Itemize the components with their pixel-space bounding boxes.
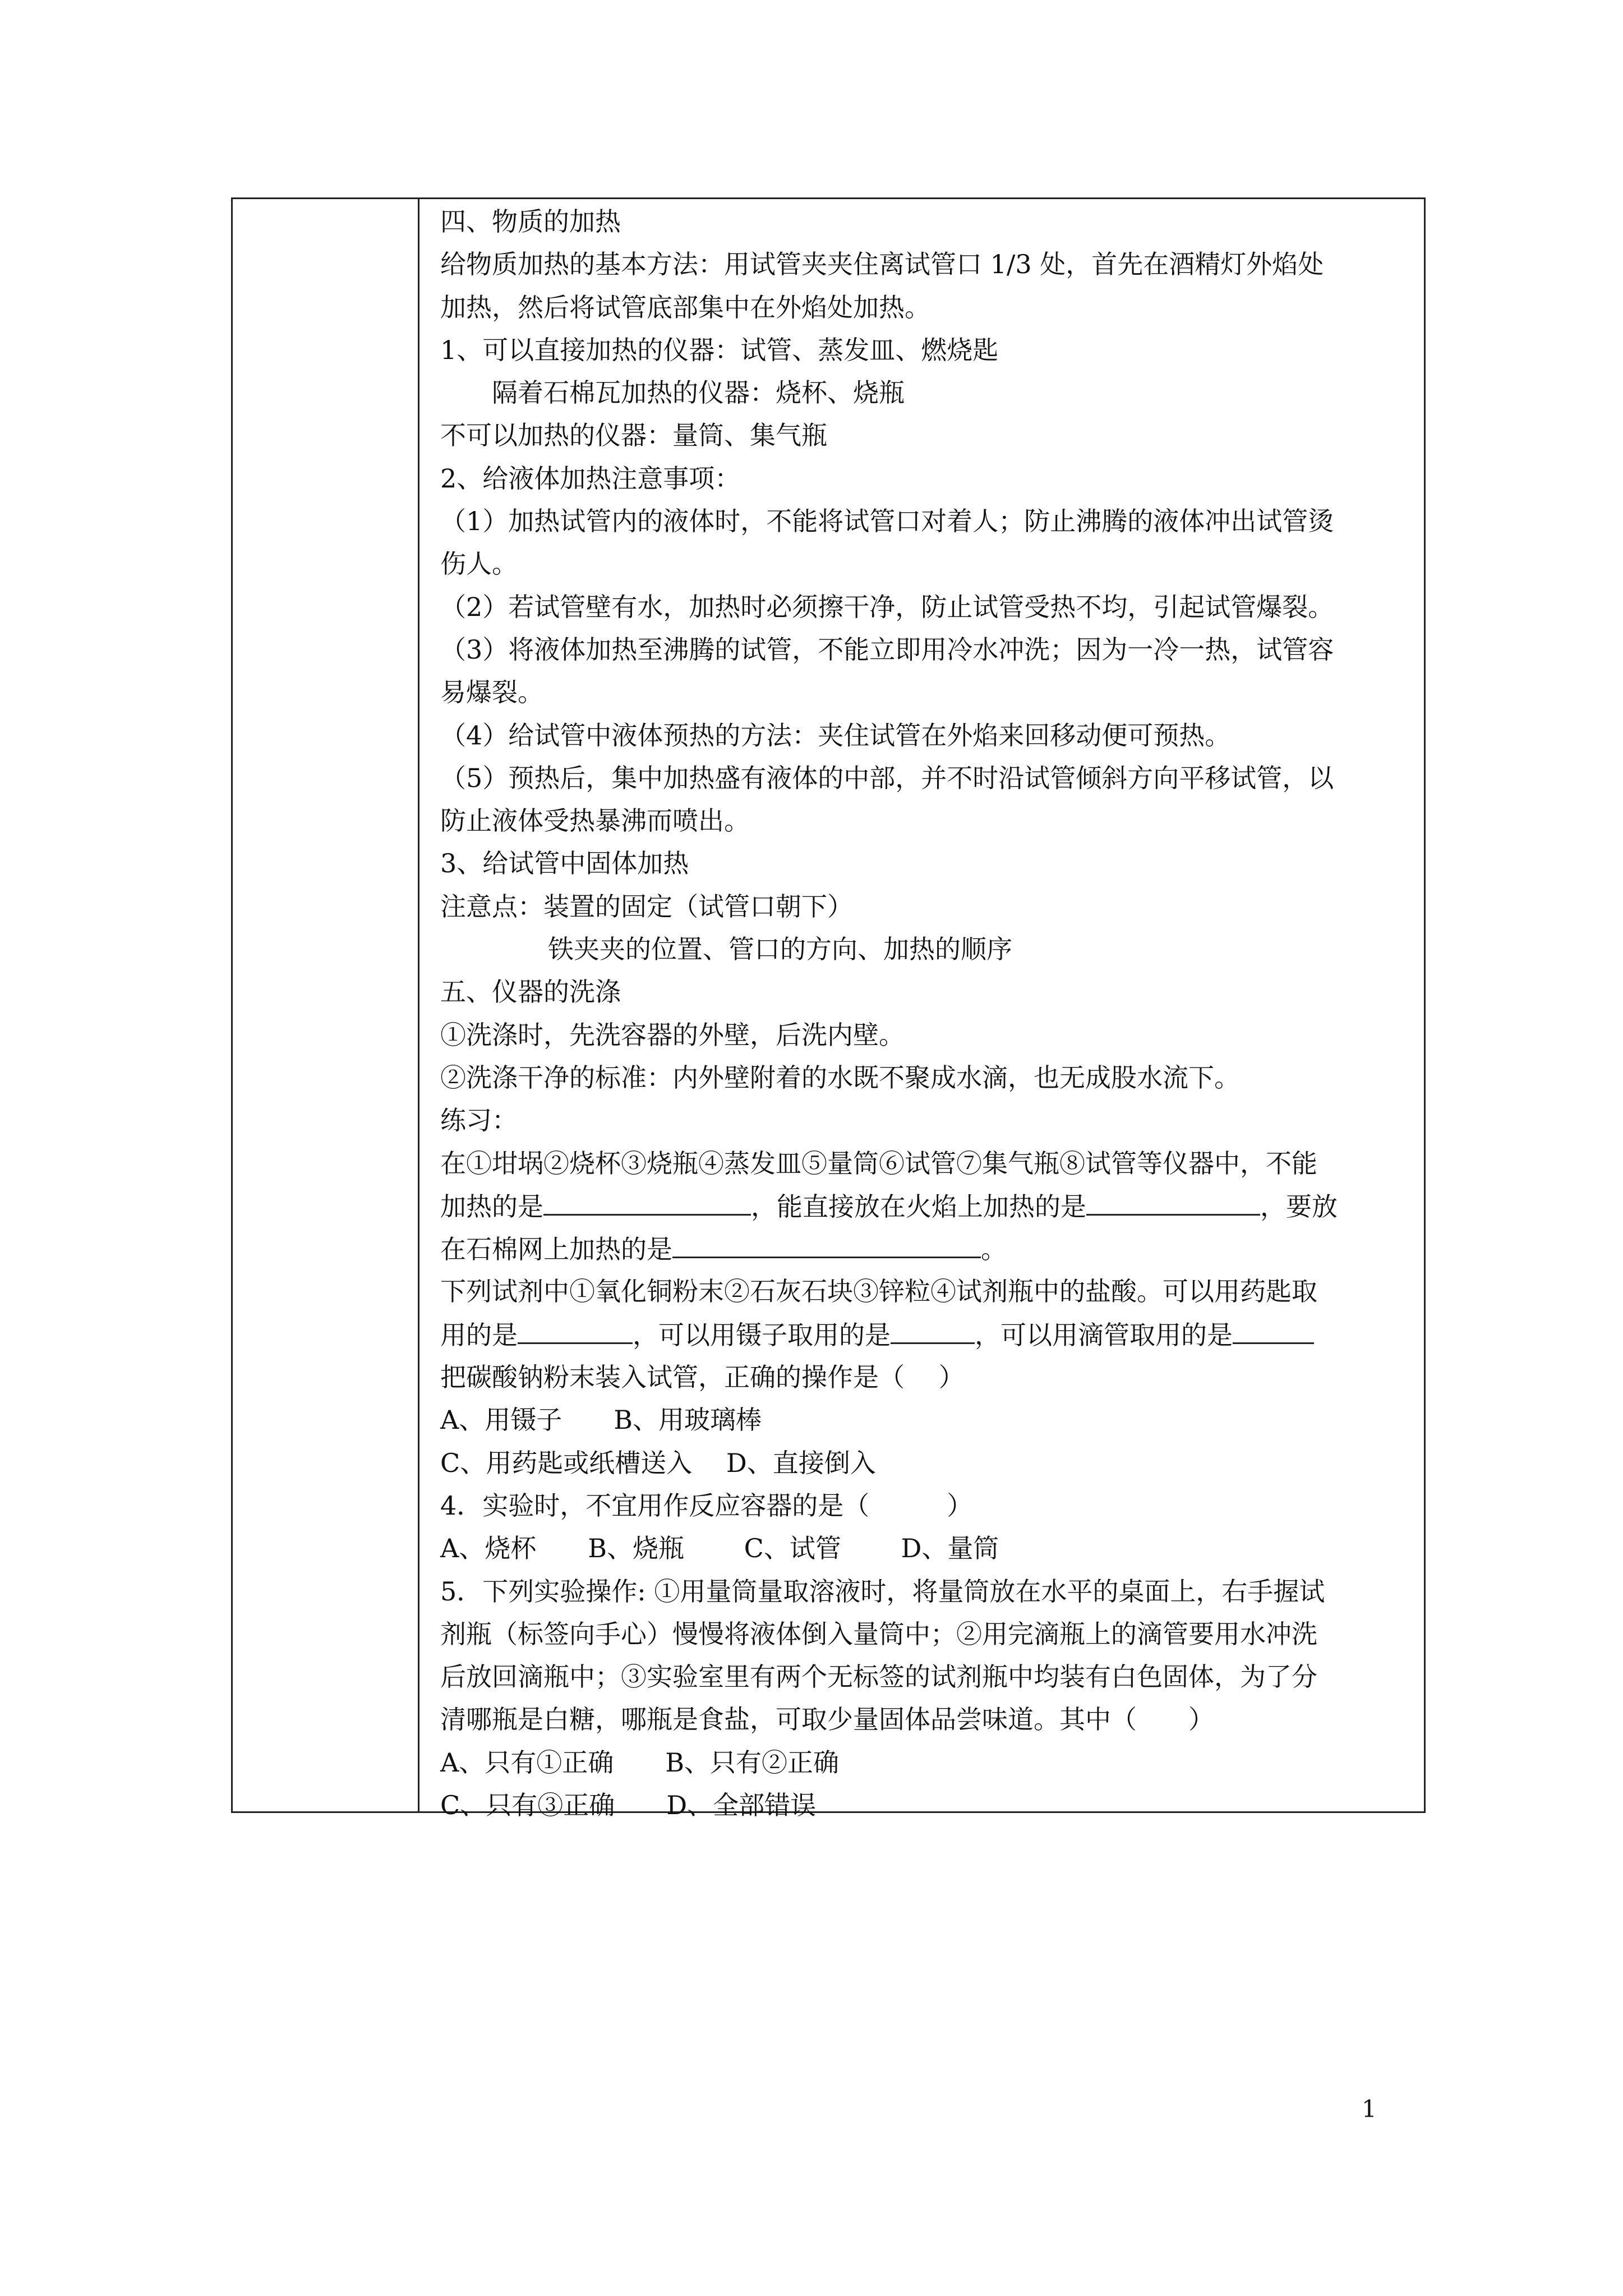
text-line: （5）预热后，集中加热盛有液体的中部，并不时沿试管倾斜方向平移试管，以 bbox=[440, 762, 1334, 793]
page-number: 1 bbox=[1362, 2095, 1377, 2123]
fill-blank[interactable] bbox=[1086, 1185, 1260, 1216]
text-line: 5．下列实验操作: ①用量筒量取溶液时，将量筒放在水平的桌面上，右手握试 bbox=[440, 1576, 1325, 1607]
column-divider bbox=[418, 199, 419, 1811]
option-line: C、用药匙或纸槽送入 D、直接倒入 bbox=[440, 1447, 876, 1478]
text-line: 隔着石棉瓦加热的仪器：烧杯、烧瓶 bbox=[492, 378, 905, 408]
question-1-line bbox=[440, 1185, 1416, 1227]
text-line: 2、给液体加热注意事项： bbox=[440, 463, 741, 494]
option-line: C、只有③正确 D、全部错误 bbox=[440, 1789, 817, 1820]
question-1-line: 在①坩埚②烧杯③烧瓶④蒸发皿⑤量筒⑥试管⑦集气瓶⑧试管等仪器中，不能 bbox=[440, 1148, 1317, 1179]
option-line: A、烧杯 B、烧瓶 C、试管 D、量筒 bbox=[440, 1533, 999, 1564]
text-line: 易爆裂。 bbox=[440, 677, 543, 708]
option-line: A、用镊子 B、用玻璃棒 bbox=[440, 1405, 762, 1435]
text-line: ①洗涤时，先洗容器的外壁，后洗内壁。 bbox=[440, 1019, 905, 1050]
content-cell bbox=[440, 200, 1416, 1826]
question-2-line bbox=[440, 1313, 1416, 1356]
text-fragment: 在石棉网上加热的是 bbox=[440, 1234, 672, 1265]
text-line: 把碳酸钠粉末装入试管，正确的操作是（ ） bbox=[440, 1362, 965, 1393]
fill-blank[interactable] bbox=[518, 1313, 633, 1344]
text-fragment: 。 bbox=[981, 1234, 1007, 1265]
text-line: （4）给试管中液体预热的方法：夹住试管在外焰来回移动便可预热。 bbox=[440, 720, 1231, 751]
fill-blank[interactable] bbox=[1233, 1313, 1314, 1344]
text-line: ②洗涤干净的标准：内外壁附着的水既不聚成水滴，也无成股水流下。 bbox=[440, 1062, 1240, 1093]
text-fragment: ，可以用滴管取用的是 bbox=[975, 1319, 1233, 1350]
text-line: 防止液体受热暴沸而喷出。 bbox=[440, 806, 750, 836]
text-line: （1）加热试管内的液体时，不能将试管口对着人；防止沸腾的液体冲出试管烫 bbox=[440, 506, 1334, 537]
option-line: A、只有①正确 B、只有②正确 bbox=[440, 1747, 840, 1778]
fill-blank[interactable] bbox=[672, 1227, 981, 1258]
text-fragment: ，要放 bbox=[1260, 1191, 1338, 1222]
content-table bbox=[231, 197, 1426, 1820]
question-1-line bbox=[440, 1227, 1416, 1270]
section-heading: 五、仪器的洗涤 bbox=[440, 977, 621, 1007]
text-fragment: ，能直接放在火焰上加热的是 bbox=[751, 1191, 1086, 1222]
section-heading: 四、物质的加热 bbox=[440, 206, 621, 237]
fill-blank[interactable] bbox=[543, 1185, 751, 1216]
fill-blank[interactable] bbox=[891, 1313, 975, 1344]
text-line: 练习： bbox=[440, 1105, 518, 1136]
text-line: 后放回滴瓶中；③实验室里有两个无标签的试剂瓶中均装有白色固体，为了分 bbox=[440, 1662, 1317, 1692]
text-line: 1、可以直接加热的仪器：试管、蒸发皿、燃烧匙 bbox=[440, 334, 999, 365]
text-line: 3、给试管中固体加热 bbox=[440, 848, 689, 879]
text-line: 铁夹夹的位置、管口的方向、加热的顺序 bbox=[548, 934, 1012, 965]
text-line: 剂瓶（标签向手心）慢慢将液体倒入量筒中；②用完滴瓶上的滴管要用水冲洗 bbox=[440, 1618, 1317, 1649]
text-line: 加热，然后将试管底部集中在外焰处加热。 bbox=[440, 292, 930, 323]
text-line: 给物质加热的基本方法：用试管夹夹住离试管口 1/3 处，首先在酒精灯外焰处 bbox=[440, 249, 1324, 280]
text-line: 不可以加热的仪器：量筒、集气瓶 bbox=[440, 420, 827, 451]
text-fragment: 加热的是 bbox=[440, 1191, 543, 1222]
text-fragment: 用的是 bbox=[440, 1319, 518, 1350]
text-line: 注意点：装置的固定（试管口朝下） bbox=[440, 891, 853, 922]
text-line: （2）若试管壁有水，加热时必须擦干净，防止试管受热不均，引起试管爆裂。 bbox=[440, 591, 1334, 622]
question-2-line: 下列试剂中①氧化铜粉末②石灰石块③锌粒④试剂瓶中的盐酸。可以用药匙取 bbox=[440, 1276, 1317, 1307]
text-line: 伤人。 bbox=[440, 549, 518, 579]
text-line: （3）将液体加热至沸腾的试管，不能立即用冷水冲洗；因为一冷一热，试管容 bbox=[440, 634, 1334, 665]
text-line: 4．实验时，不宜用作反应容器的是（ ） bbox=[440, 1490, 973, 1521]
text-line: 清哪瓶是白糖，哪瓶是食盐，可取少量固体品尝味道。其中（ ） bbox=[440, 1704, 1214, 1735]
text-fragment: ，可以用镊子取用的是 bbox=[633, 1319, 891, 1350]
